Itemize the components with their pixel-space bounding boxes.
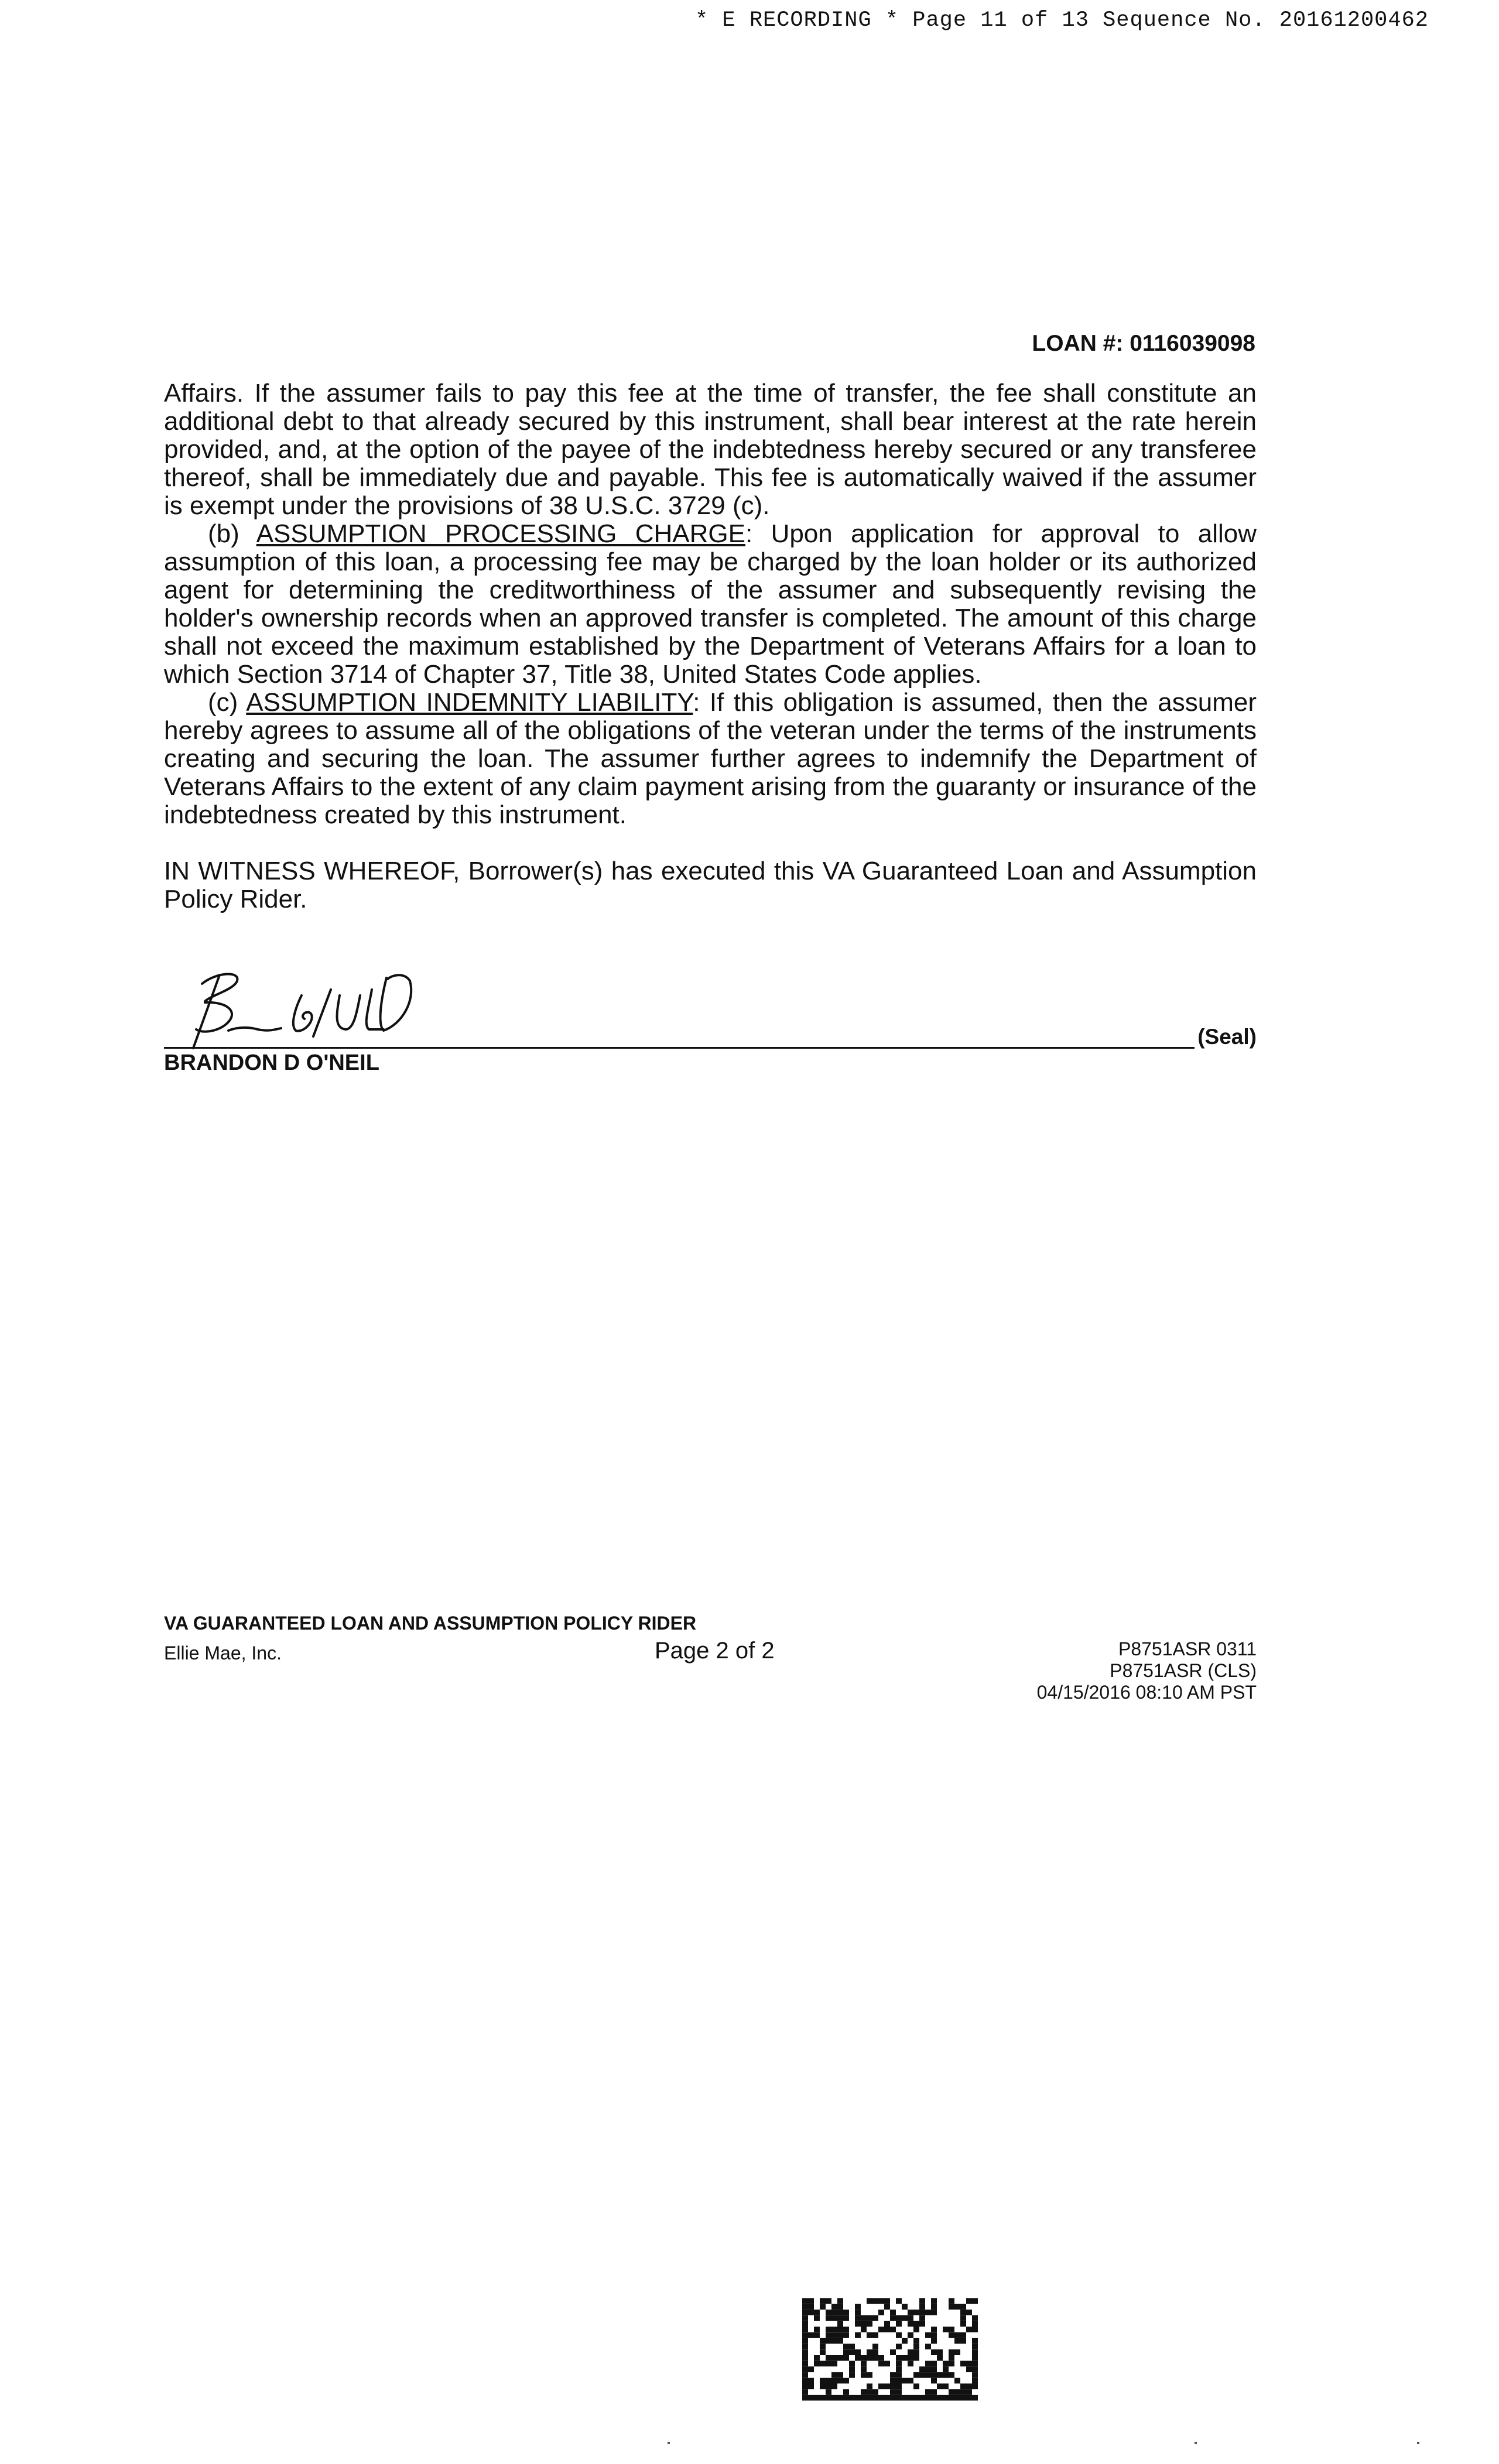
scan-speck <box>1417 2442 1419 2444</box>
paragraph-c-heading: ASSUMPTION INDEMNITY LIABILITY <box>246 688 693 717</box>
paragraph-b-heading: ASSUMPTION PROCESSING CHARGE <box>256 519 745 548</box>
form-codes <box>1037 1638 1257 1703</box>
paragraph-c-prefix: (c) <box>208 688 247 717</box>
scan-speck <box>668 2442 670 2444</box>
loan-number: LOAN #: 0116039098 <box>1032 331 1255 356</box>
paragraph-a-continuation: Affairs. If the assumer fails to pay this fee at the time of transfer, the fee shall constitute an additional debt to that already secured by this instrument, shall bear interest at the rate herein provided, and, at the option of the payee of the indebtedness hereby secured or any transferee thereof, shall be immediately due and payable. This fee is automatically waived if the assumer is exempt under the provisions of 38 U.S.C. 3729 (c). <box>164 379 1257 520</box>
witness-clause: IN WITNESS WHEREOF, Borrower(s) has executed this VA Guaranteed Loan and Assumption Policy Rider. <box>164 857 1257 913</box>
form-code-1: P8751ASR 0311 <box>1118 1638 1257 1659</box>
form-code-2: P8751ASR (CLS) <box>1110 1660 1257 1681</box>
handwritten-signature <box>170 960 533 1054</box>
seal-label: (Seal) <box>1197 1025 1257 1049</box>
form-title: VA GUARANTEED LOAN AND ASSUMPTION POLICY RIDER <box>164 1613 697 1634</box>
paragraph-c-text: : If this obligation is assumed, then the assumer hereby agrees to assume all of the obligations of the veteran under the terms of the instruments creating and securing the loan. The assumer further agrees to indemnify the Department of Veterans Affairs to the extent of any claim payment arising from the guaranty or insurance of the indebtedness created by this instrument. <box>164 688 1257 829</box>
rider-body <box>164 379 1257 913</box>
print-timestamp: 04/15/2016 08:10 AM PST <box>1036 1682 1257 1703</box>
paragraph-b <box>164 520 1257 689</box>
paragraph-b-prefix: (b) <box>208 519 256 548</box>
signature-line <box>164 1047 1195 1049</box>
recording-header: * E RECORDING * Page 11 of 13 Sequence No. 20161200462 <box>695 8 1429 33</box>
paragraph-b-text: : Upon application for approval to allow assumption of this loan, a processing fee may be charged by the loan holder or its authorized agent for determining the creditworthiness of the assumer and subsequently revising the holder's ownership records when an approved transfer is completed. The amount of this charge shall not exceed the maximum established by the Department of Veterans Affairs for a loan to which Section 3714 of Chapter 37, Title 38, United States Code applies. <box>164 519 1257 689</box>
scan-speck <box>1195 2442 1197 2444</box>
barcode-icon <box>802 2298 978 2401</box>
page-number: Page 2 of 2 <box>655 1638 775 1664</box>
company-name: Ellie Mae, Inc. <box>164 1642 282 1664</box>
paragraph-c <box>164 689 1257 829</box>
signature-block <box>164 960 1257 1077</box>
borrower-name: BRANDON D O'NEIL <box>164 1050 379 1075</box>
